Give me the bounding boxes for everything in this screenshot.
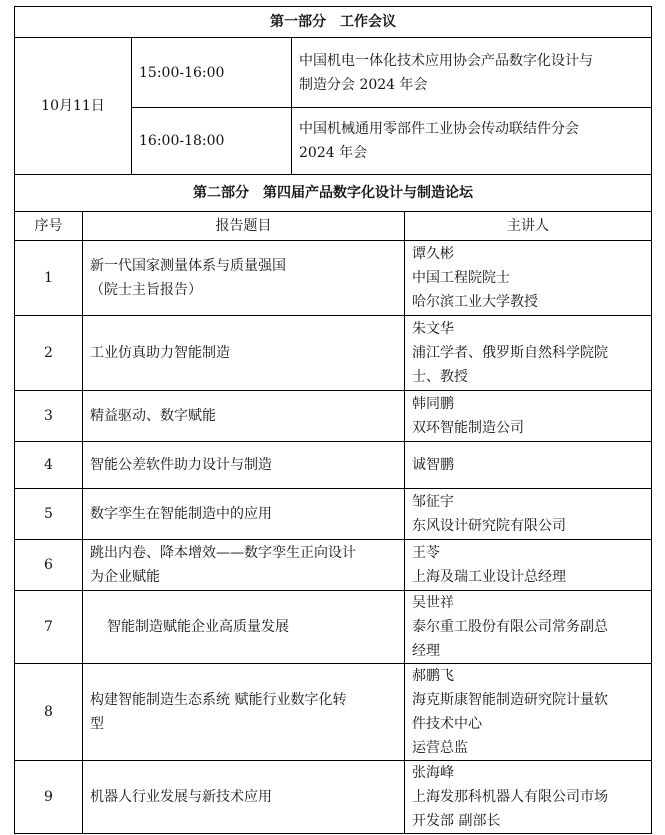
report-title [83, 241, 405, 316]
table-row [15, 540, 652, 591]
meeting-title [292, 38, 652, 108]
speaker-line: 泰尔重工股份有限公司常务副总 [412, 619, 608, 635]
meeting-time: 15:00-16:00 [132, 38, 292, 108]
report-title-line: 机器人行业发展与新技术应用 [90, 789, 272, 805]
row-number: 6 [15, 540, 83, 591]
speaker-line: 谭久彬 [412, 246, 454, 262]
meeting-title [292, 108, 652, 175]
speaker [405, 442, 652, 489]
report-title [83, 489, 405, 540]
row-number: 2 [15, 316, 83, 391]
report-title-line: 构建智能制造生态系统 赋能行业数字化转 [90, 692, 347, 708]
report-title-line: 智能制造赋能企业高质量发展 [107, 619, 289, 635]
report-title-line: 新一代国家测量体系与质量强国 [90, 258, 286, 274]
speaker-line: 哈尔滨工业大学教授 [412, 294, 538, 310]
speaker-line: 中国工程院院士 [412, 270, 510, 286]
speaker-line: 王苓 [412, 545, 440, 561]
report-title [83, 316, 405, 391]
speaker-line: 东风设计研究院有限公司 [412, 518, 566, 534]
report-title-line: 精益驱动、数字赋能 [90, 408, 216, 424]
table-row [15, 241, 652, 316]
table-row [15, 591, 652, 664]
table-row [15, 391, 652, 442]
report-title [83, 540, 405, 591]
speaker [405, 241, 652, 316]
speaker-line: 浦江学者、俄罗斯自然科学院院 [412, 345, 608, 361]
speaker [405, 540, 652, 591]
speaker-line: 上海及瑞工业设计总经理 [412, 569, 566, 585]
speaker [405, 316, 652, 391]
row-number: 5 [15, 489, 83, 540]
report-title [83, 591, 405, 664]
part2-heading: 第二部分 第四届产品数字化设计与制造论坛 [15, 175, 652, 212]
speaker-line: 上海发那科机器人有限公司市场 [412, 789, 608, 805]
speaker-line: 经理 [412, 643, 440, 659]
report-title [83, 761, 405, 834]
meeting-title-line: 中国机械通用零部件工业协会传动联结件分会 [299, 121, 579, 137]
speaker-line: 韩同鹏 [412, 396, 454, 412]
column-header-no: 序号 [15, 212, 83, 241]
meeting-title-line: 中国机电一体化技术应用协会产品数字化设计与 [299, 52, 593, 69]
report-title-line: 型 [90, 716, 104, 732]
meeting-title-line: 2024 年会 [299, 145, 368, 161]
report-title-line: 数字孪生在智能制造中的应用 [90, 506, 272, 522]
row-number: 4 [15, 442, 83, 489]
report-title [83, 391, 405, 442]
speaker-line: 运营总监 [412, 740, 468, 756]
row-number: 9 [15, 761, 83, 834]
report-title-line: 智能公差软件助力设计与制造 [90, 457, 272, 473]
report-title [83, 442, 405, 489]
column-header-title: 报告题目 [83, 212, 405, 241]
speaker-line: 郝鹏飞 [412, 668, 454, 684]
speaker [405, 489, 652, 540]
meeting-title-line: 制造分会 2024 年会 [299, 76, 428, 93]
report-title [83, 664, 405, 761]
agenda-document [14, 6, 651, 834]
table-row [15, 761, 652, 834]
part2-table [14, 174, 652, 834]
part1-table [14, 6, 652, 175]
part1-heading: 第一部分 工作会议 [15, 7, 652, 38]
row-number: 1 [15, 241, 83, 316]
table-row [15, 442, 652, 489]
speaker-line: 吴世祥 [412, 595, 454, 611]
speaker-line: 双环智能制造公司 [412, 420, 524, 436]
speaker [405, 664, 652, 761]
column-header-speaker: 主讲人 [405, 212, 652, 241]
table-row [15, 489, 652, 540]
row-number: 7 [15, 591, 83, 664]
speaker [405, 761, 652, 834]
report-title-line: （院士主旨报告） [90, 282, 202, 298]
speaker-line: 开发部 副部长 [412, 813, 501, 829]
speaker-line: 邹征宇 [412, 494, 454, 510]
row-number: 8 [15, 664, 83, 761]
report-title-line: 为企业赋能 [90, 569, 160, 585]
speaker-line: 士、教授 [412, 369, 468, 385]
report-title-line: 工业仿真助力智能制造 [90, 345, 230, 361]
meeting-time: 16:00-18:00 [132, 108, 292, 175]
speaker-line: 件技术中心 [412, 716, 482, 732]
meeting-date: 10月11日 [15, 38, 132, 175]
speaker-line: 朱文华 [412, 321, 454, 337]
speaker [405, 391, 652, 442]
report-title-line: 跳出内卷、降本增效——数字孪生正向设计 [90, 545, 356, 561]
speaker-line: 张海峰 [412, 765, 454, 781]
table-row [15, 664, 652, 761]
speaker [405, 591, 652, 664]
row-number: 3 [15, 391, 83, 442]
speaker-line: 海克斯康智能制造研究院计量软 [412, 692, 608, 708]
table-row [15, 316, 652, 391]
speaker-line: 诚智鹏 [412, 457, 454, 473]
